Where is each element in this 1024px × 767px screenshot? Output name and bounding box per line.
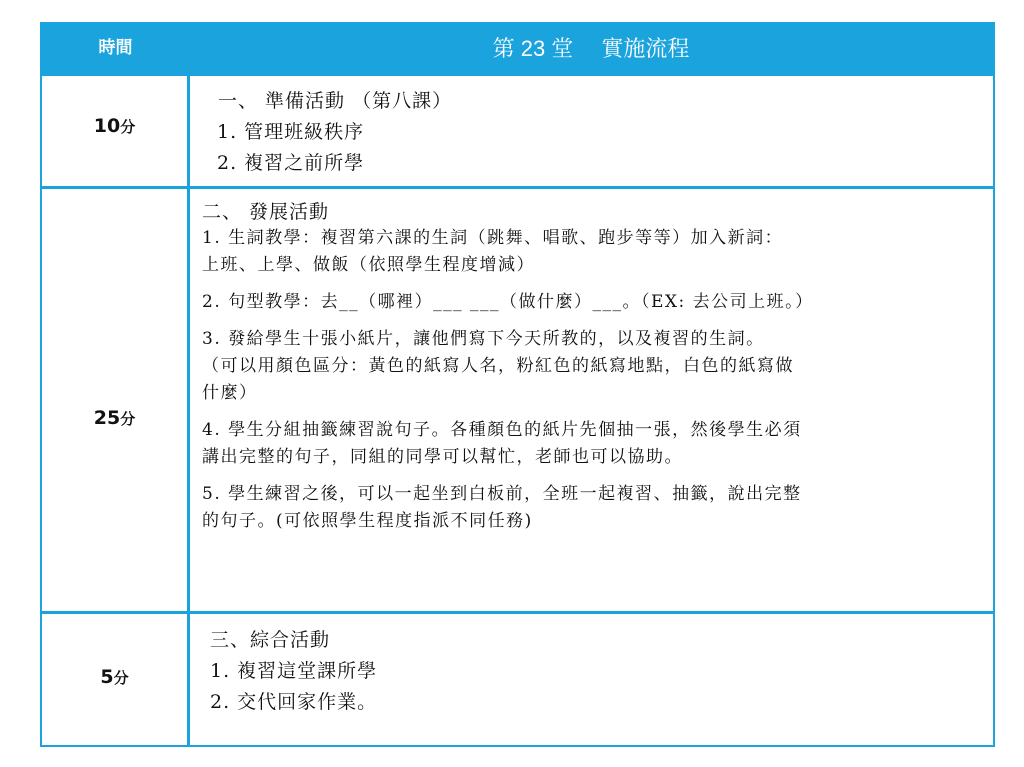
lesson-flow-table	[40, 22, 995, 747]
row3-time	[42, 666, 187, 688]
row2-item-3-line: 3. 發給學生十張小紙片，讓他們寫下今天所教的，以及複習的生詞。	[202, 329, 765, 349]
row1-time-unit: 分	[120, 118, 136, 136]
row1-time-value: 10	[93, 115, 121, 137]
row3-content	[202, 625, 989, 718]
column-divider	[187, 76, 190, 745]
row2-item-5-line: 的句子。(可依照學生程度指派不同任務)	[202, 511, 533, 531]
row3-time-unit: 分	[113, 669, 129, 687]
row2-heading: 二、 發展活動	[202, 201, 330, 223]
table-header	[42, 24, 993, 76]
row3-heading: 三、綜合活動	[210, 629, 331, 651]
row1-item: 1. 管理班級秩序	[217, 121, 365, 143]
row2-time-value: 25	[93, 407, 121, 429]
row2-item-2-line: 2. 句型教學：去__（哪裡）___ ___（做什麼）___。（EX: 去公司上班。）	[202, 292, 814, 312]
row1-content	[202, 86, 989, 179]
row2-time	[42, 407, 187, 429]
row-divider-1	[42, 186, 993, 189]
header-time-label: 時間	[98, 38, 133, 58]
row2-content	[202, 199, 989, 535]
row2-item-1-line: 上班、上學、做飯（依照學生程度增減）	[202, 255, 535, 275]
row2-item-1-line: 1. 生詞教學：複習第六課的生詞（跳舞、唱歌、跑步等等）加入新詞：	[202, 228, 784, 248]
row1-heading: 一、 準備活動 （第八課）	[218, 90, 453, 112]
row2-item-3-line: （可以用顏色區分：黃色的紙寫人名，粉紅色的紙寫地點，白色的紙寫做	[202, 356, 794, 376]
header-title: 第 23 堂 實施流程	[492, 36, 690, 61]
row2-item-4-line: 講出完整的句子，同組的同學可以幫忙，老師也可以協助。	[202, 447, 683, 467]
row2-item-4-line: 4. 學生分組抽籤練習說句子。各種顏色的紙片先個抽一張，然後學生必須	[202, 420, 802, 440]
row2-time-unit: 分	[120, 410, 136, 428]
row2-item-3-line: 什麼）	[202, 383, 258, 403]
row2-item-5-line: 5. 學生練習之後，可以一起坐到白板前，全班一起複習、抽籤，說出完整	[202, 484, 802, 504]
row1-time	[42, 115, 187, 137]
row3-item: 2. 交代回家作業。	[210, 691, 378, 713]
row-divider-2	[42, 611, 993, 614]
row3-time-value: 5	[100, 666, 114, 688]
row3-item: 1. 複習這堂課所學	[210, 660, 378, 682]
row1-item: 2. 複習之前所學	[217, 152, 365, 174]
